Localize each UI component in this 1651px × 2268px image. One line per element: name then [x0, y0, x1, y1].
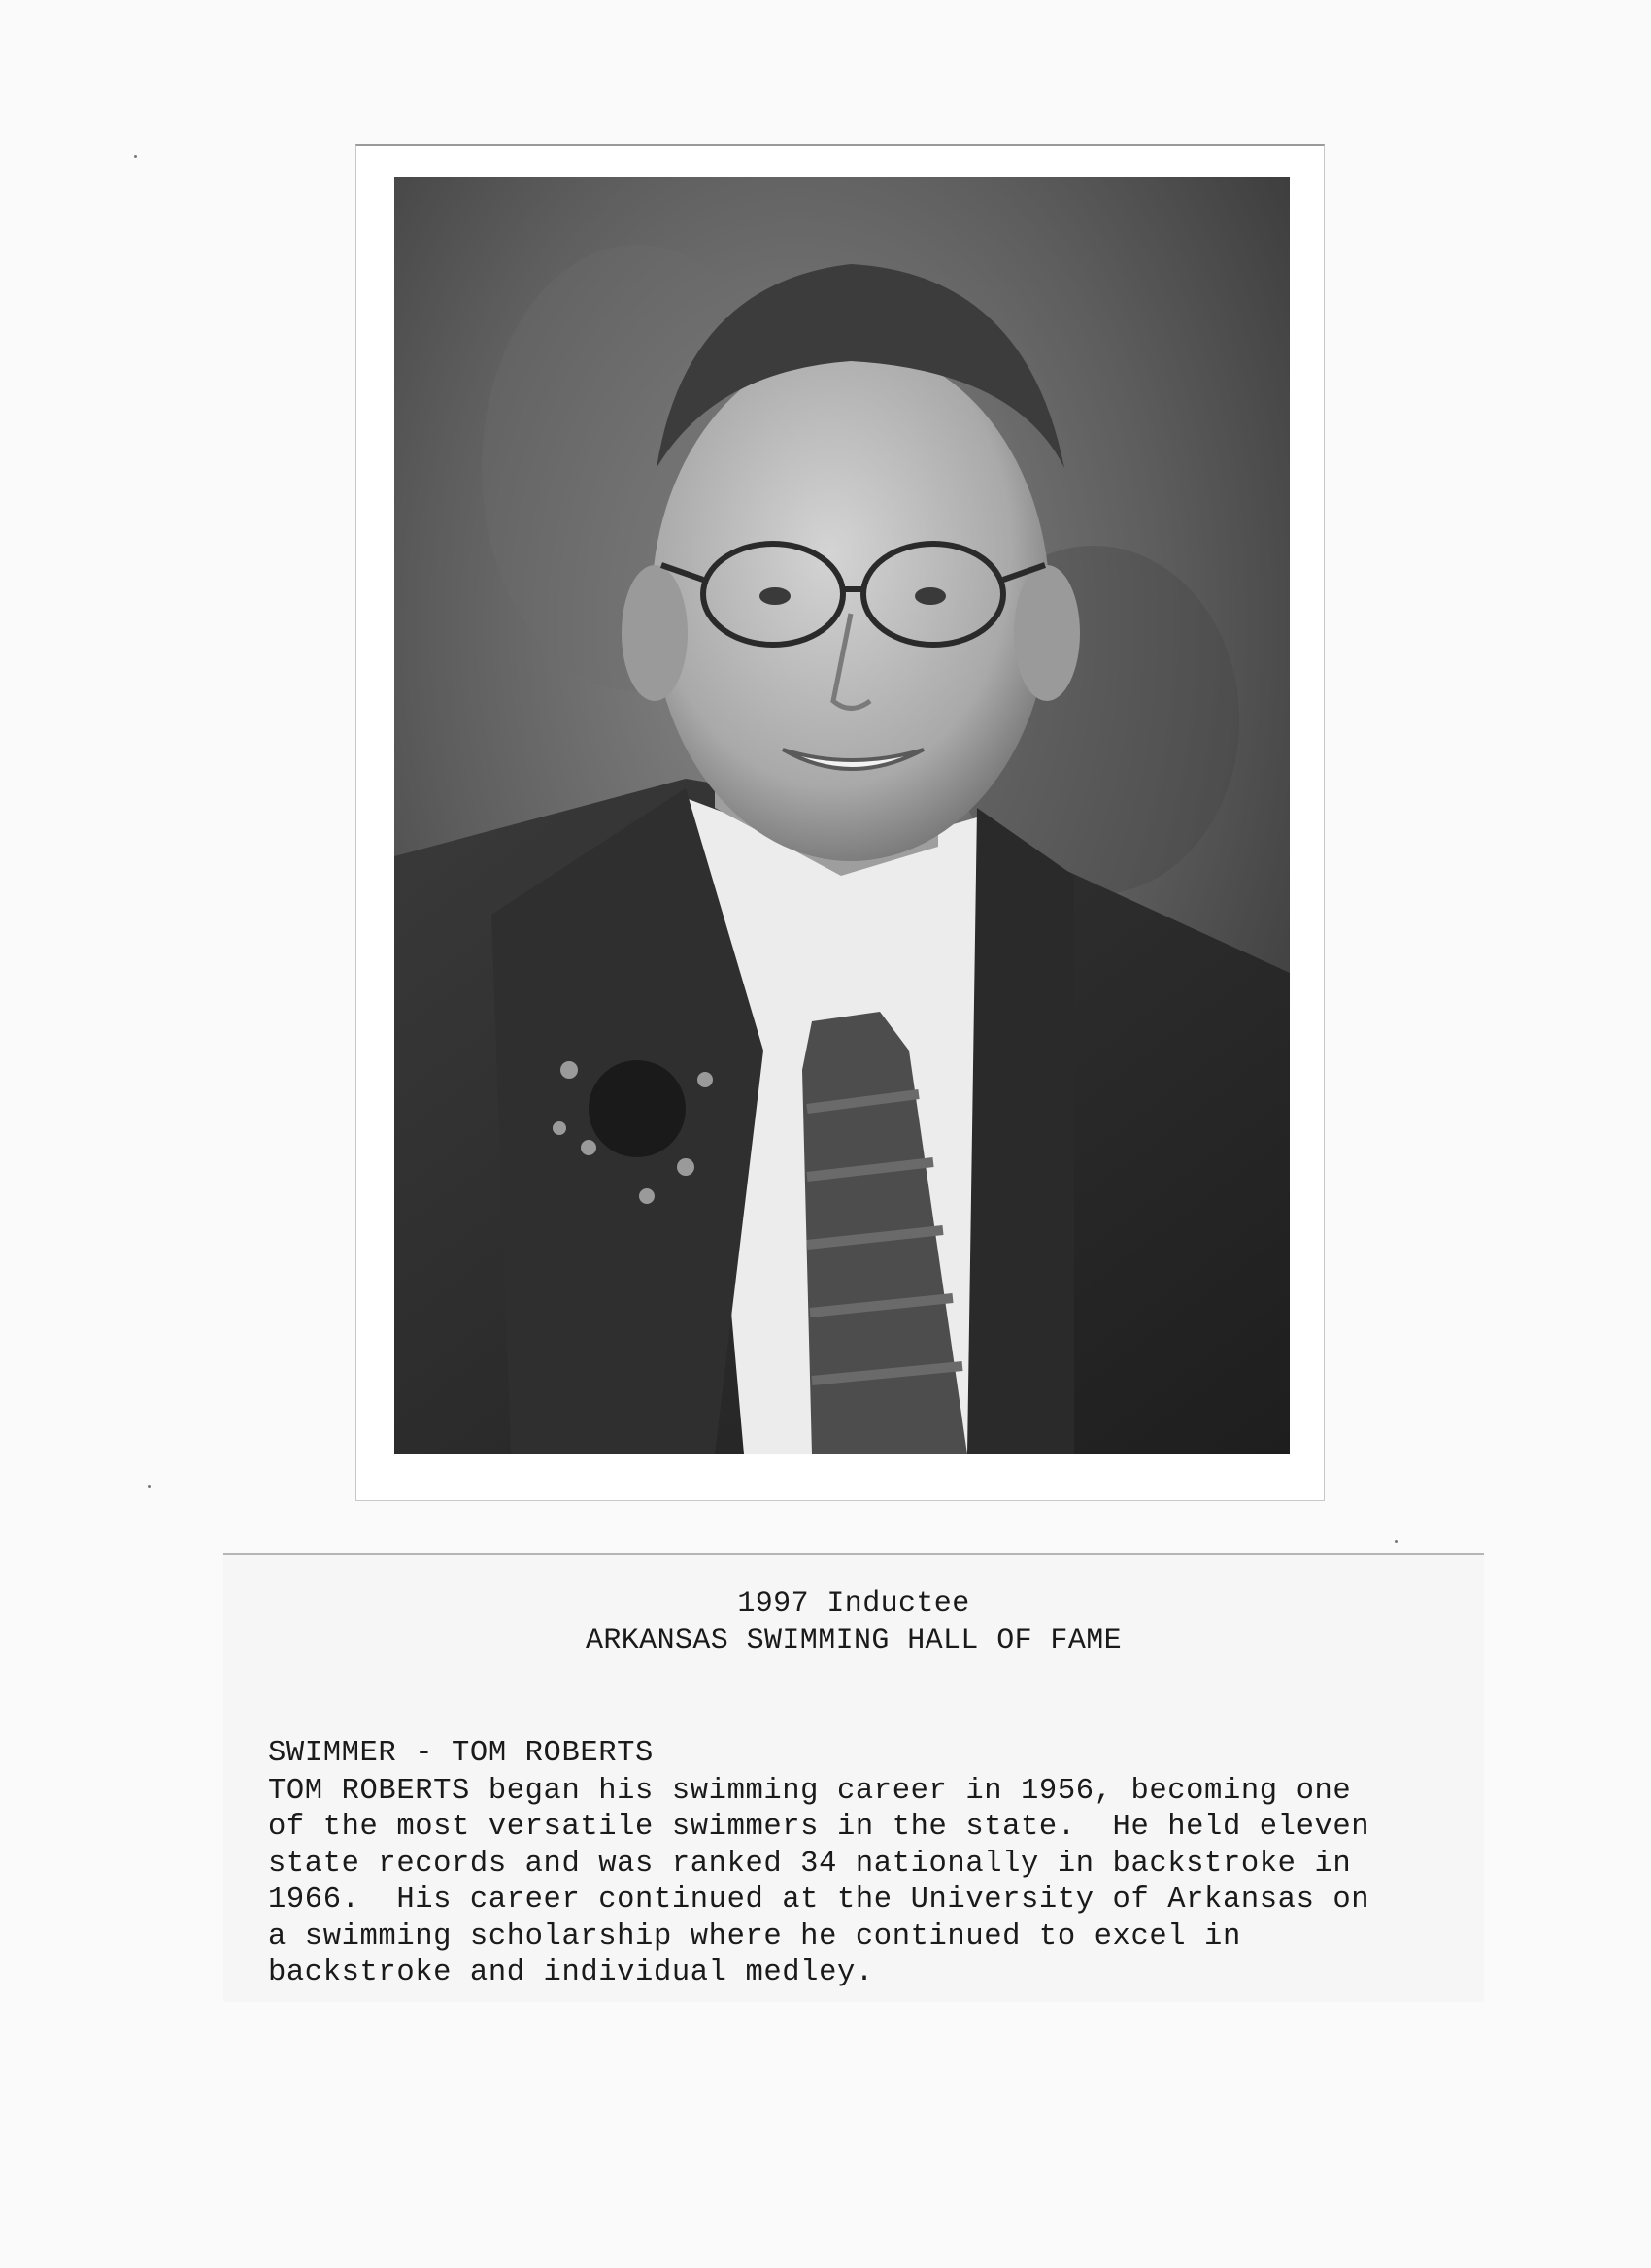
caption-body-line: of the most versatile swimmers in the state. He held eleven: [268, 1811, 1370, 1844]
scan-speck: [1395, 1540, 1398, 1543]
caption-body-line: TOM ROBERTS began his swimming career in 1956, becoming one: [268, 1774, 1352, 1808]
caption-body-line: a swimming scholarship where he continued to excel in: [268, 1919, 1241, 1953]
caption-body: [268, 1736, 1482, 1992]
caption-heading: SWIMMER - TOM ROBERTS: [268, 1737, 654, 1770]
organization-title: ARKANSAS SWIMMING HALL OF FAME: [585, 1624, 1123, 1657]
caption-body-line: backstroke and individual medley.: [268, 1956, 874, 1989]
scan-speck: [148, 1485, 151, 1488]
scan-speck: [134, 155, 137, 158]
induction-year: 1997 Inductee: [737, 1587, 970, 1620]
portrait-illustration: [394, 177, 1290, 1454]
caption-body-line: 1966. His career continued at the University of Arkansas on: [268, 1884, 1370, 1917]
caption-body-line: state records and was ranked 34 nationally in backstroke in: [268, 1847, 1352, 1881]
portrait-photo: [394, 177, 1290, 1454]
